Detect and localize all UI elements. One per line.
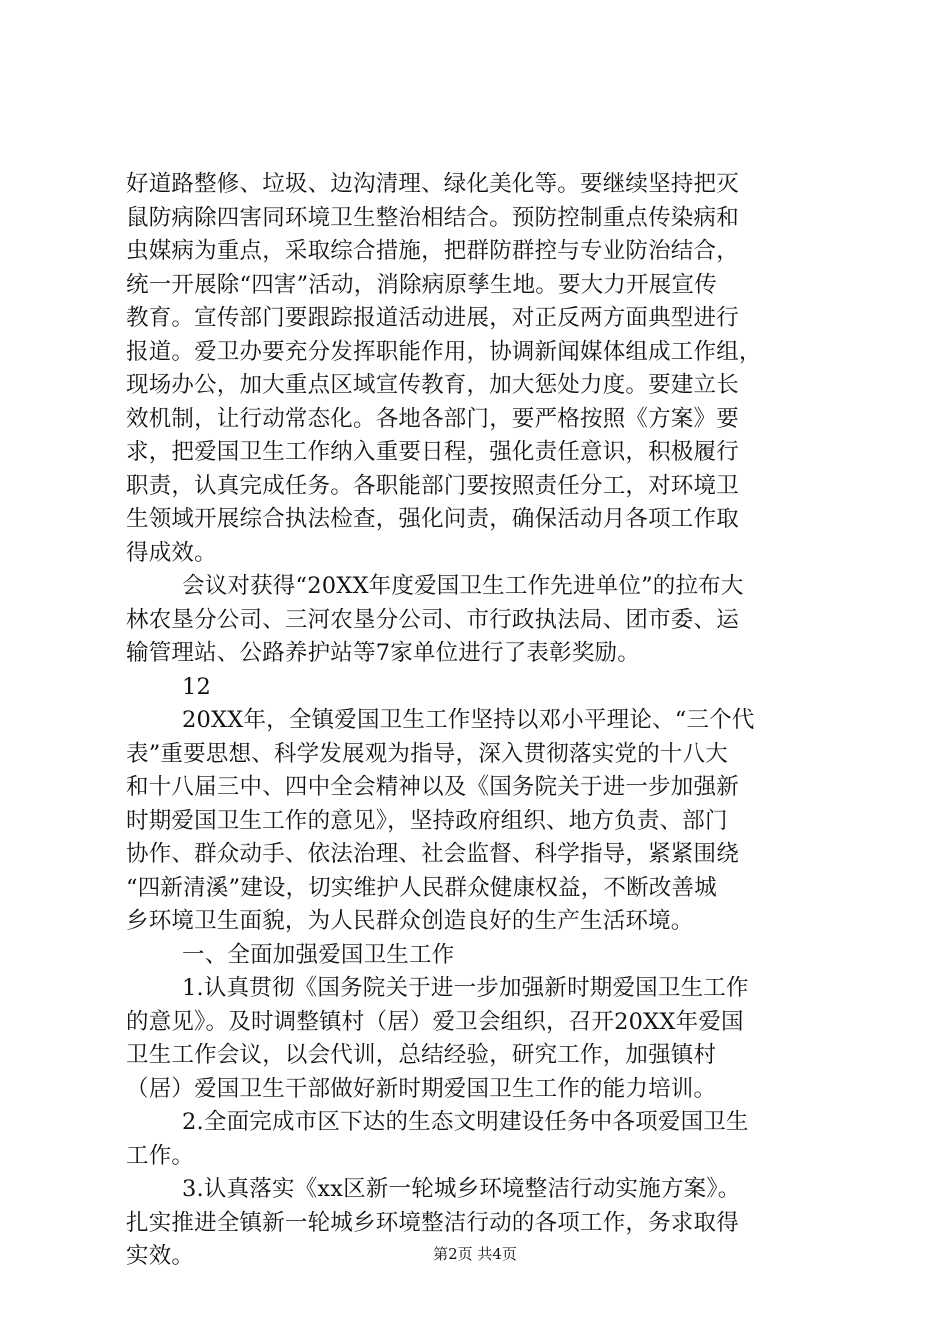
- text-line: 现场办公，加大重点区域宣传教育，加大惩处力度。要建立长: [126, 372, 739, 398]
- text-line: 输管理站、公路养护站等7家单位进行了表彰奖励。: [126, 640, 640, 666]
- text-line: 和十八届三中、四中全会精神以及《国务院关于进一步加强新: [126, 774, 739, 800]
- page-footer: [0, 1244, 950, 1264]
- text-line: 职责，认真完成任务。各职能部门要按照责任分工，对环境卫: [126, 472, 739, 499]
- body-text: [126, 168, 838, 1274]
- text-line: 鼠防病除四害同环境卫生整治相结合。预防控制重点传染病和: [126, 204, 739, 231]
- section-number: 12: [182, 673, 212, 700]
- text-line: “四新清溪”建设，切实维护人民群众健康权益，不断改善城: [126, 874, 717, 901]
- page-number-label: 第2页 共4页: [433, 1245, 517, 1263]
- text-line: 的意见》。及时调整镇村（居）爱卫会组织，召开20XX年爱国: [126, 1008, 744, 1035]
- paragraph-start-line: 2.全面完成市区下达的生态文明建设任务中各项爱国卫生: [182, 1109, 749, 1135]
- paragraph-start-line: 会议对获得“20XX年度爱国卫生工作先进单位”的拉布大: [182, 573, 744, 599]
- text-line: 工作。: [126, 1142, 195, 1169]
- text-line: 表”重要思想、科学发展观为指导，深入贯彻落实党的十八大: [126, 740, 728, 767]
- text-line: 统一开展除“四害”活动，消除病原孳生地。要大力开展宣传: [126, 271, 717, 298]
- text-line: 林农垦分公司、三河农垦分公司、市行政执法局、团市委、运: [126, 606, 739, 633]
- text-line: 时期爱国卫生工作的意见》，坚持政府组织、地方负责、部门: [126, 807, 728, 834]
- paragraph-start-line: 3.认真落实《xx区新一轮城乡环境整洁行动实施方案》。: [182, 1176, 741, 1202]
- text-line: 虫媒病为重点，采取综合措施，把群防群控与专业防治结合，: [126, 238, 739, 264]
- text-line: 教育。宣传部门要跟踪报道活动进展，对正反两方面典型进行: [126, 305, 739, 331]
- text-line: 效机制，让行动常态化。各地各部门，要严格按照《方案》要: [126, 405, 739, 432]
- text-line: 生领域开展综合执法检查，强化问责，确保活动月各项工作取: [126, 506, 739, 532]
- text-line: 扎实推进全镇新一轮城乡环境整洁行动的各项工作，务求取得: [126, 1209, 739, 1236]
- paragraph-start-line: 1.认真贯彻《国务院关于进一步加强新时期爱国卫生工作: [182, 975, 749, 1001]
- text-line: 实效。: [126, 1243, 195, 1269]
- text-line: 卫生工作会议，以会代训，总结经验，研究工作，加强镇村: [126, 1042, 717, 1068]
- text-line: 报道。爱卫办要充分发挥职能作用，协调新闻媒体组成工作组，: [126, 338, 762, 365]
- paragraph-start-line: 20XX年，全镇爱国卫生工作坚持以邓小平理论、“三个代: [182, 707, 755, 733]
- text-line: 求，把爱国卫生工作纳入重要日程，强化责任意识，积极履行: [126, 439, 739, 465]
- text-line: 协作、群众动手、依法治理、社会监督、科学指导，紧紧围绕: [126, 841, 739, 867]
- text-line: 乡环境卫生面貌，为人民群众创造良好的生产生活环境。: [126, 908, 694, 934]
- text-line: 得成效。: [126, 539, 217, 566]
- section-heading: 一、全面加强爱国卫生工作: [182, 941, 455, 968]
- text-line: （居）爱国卫生干部做好新时期爱国卫生工作的能力培训。: [126, 1075, 717, 1102]
- text-line: 好道路整修、垃圾、边沟清理、绿化美化等。要继续坚持把灭: [126, 171, 739, 197]
